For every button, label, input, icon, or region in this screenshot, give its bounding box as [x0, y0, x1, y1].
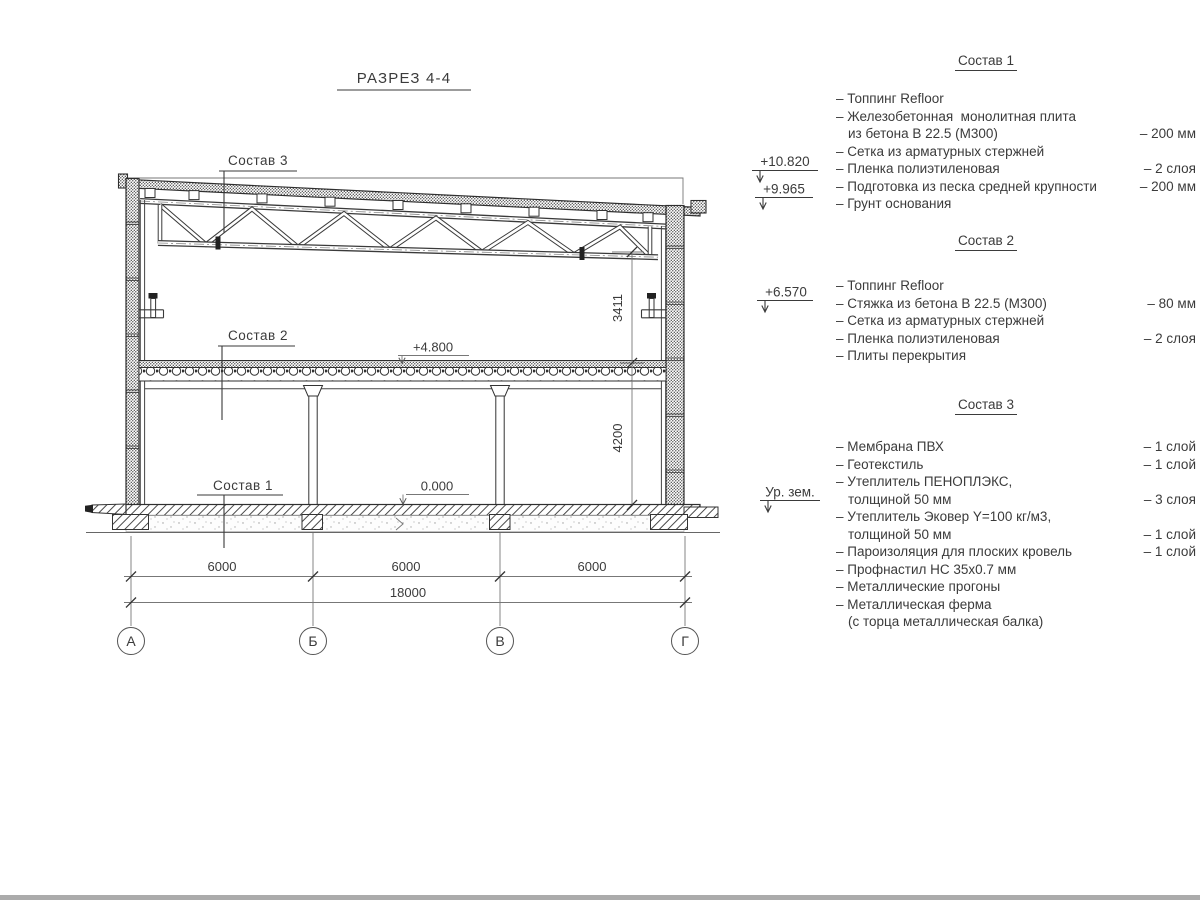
label-comp1: Состав 1	[213, 478, 273, 493]
list-item: – Пленка полиэтиленовая – 2 слоя	[836, 161, 1196, 176]
floor-slab	[139, 361, 666, 389]
list-item: – Плиты перекрытия	[836, 348, 967, 363]
elevation-mark-9965	[755, 182, 813, 210]
composition-3-heading-text: Состав 3	[955, 397, 1017, 415]
list-item: – Металлические прогоны	[836, 579, 1001, 594]
elevation-marks	[752, 154, 820, 512]
label-comp2: Состав 2	[228, 328, 288, 343]
dim-height-upper: 3411	[610, 294, 625, 322]
list-item: – Пароизоляция для плоских кровель – 1 слой	[836, 544, 1196, 559]
list-item: – Грунт основания	[836, 196, 952, 211]
list-item: – Стяжка из бетона В 22.5 (М300) – 80 мм	[836, 295, 1196, 311]
level-mark-0000	[400, 479, 469, 505]
elevation-ground-text: Ур. зем.	[765, 484, 815, 500]
drawing-title-text: РАЗРЕЗ 4-4	[356, 70, 452, 87]
composition-2-heading-text: Состав 2	[955, 233, 1017, 251]
grid-axes	[118, 628, 699, 655]
axis-a: А	[126, 633, 136, 649]
list-item: толщиной 50 мм – 1 слой	[848, 526, 1196, 542]
chord-splice	[216, 237, 221, 250]
dim-span-2: 6000	[391, 559, 421, 574]
list-item: – Металлическая ферма	[836, 596, 992, 612]
composition-1-list	[836, 90, 1196, 213]
list-item: (с торца металлическая балка)	[848, 614, 1044, 629]
composition-1-heading-text: Состав 1	[955, 53, 1017, 71]
list-item: – Геотекстиль – 1 слой	[836, 456, 1196, 472]
list-item: – Топпинг Refloor	[836, 278, 944, 293]
chord-splice	[580, 247, 585, 260]
elevation-6570-text: +6.570	[765, 284, 807, 300]
list-item: толщиной 50 мм – 3 слоя	[848, 491, 1196, 507]
composition-1-heading	[836, 53, 1136, 68]
list-item: – Пленка полиэтиленовая – 2 слоя	[836, 330, 1196, 346]
label-comp3: Состав 3	[228, 153, 288, 168]
dim-height-lower: 4200	[610, 423, 625, 453]
ground-slab	[85, 504, 720, 533]
dim-span-3: 6000	[577, 559, 607, 574]
composition-2-list	[836, 277, 1196, 365]
composition-3-heading	[836, 397, 1136, 412]
list-item: – Сетка из арматурных стержней	[836, 313, 1045, 328]
elevation-10820-text: +10.820	[760, 154, 810, 169]
left-wall	[126, 179, 145, 516]
horizontal-dimensions	[124, 533, 692, 626]
list-item: – Подготовка из песка средней крупности – 200 мм	[836, 178, 1196, 194]
list-item: из бетона В 22.5 (М300) – 200 мм	[848, 126, 1196, 141]
list-item: – Утеплитель Эковер Y=100 кг/м3,	[836, 509, 1052, 524]
dim-span-1: 6000	[207, 559, 237, 574]
crane-console-right	[642, 293, 667, 318]
level-mark-4800	[398, 340, 469, 364]
list-item: – Железобетонная монолитная плита	[836, 108, 1077, 124]
elevation-9965-text: +9.965	[763, 181, 805, 197]
elevation-mark-6570	[757, 285, 813, 313]
elevation-mark-ground	[760, 485, 820, 513]
drawing-title	[337, 70, 471, 90]
list-item: – Топпинг Refloor	[836, 91, 944, 106]
elevation-mark-10820	[752, 154, 818, 182]
roof-right-endplate	[691, 201, 706, 214]
window-bottom-edge	[0, 895, 1200, 900]
dim-total: 18000	[389, 585, 427, 600]
axis-v: В	[495, 633, 505, 649]
level-4800-text: +4.800	[412, 339, 454, 355]
composition-2-heading	[836, 233, 1136, 248]
list-item: – Утеплитель ПЕНОПЛЭКС,	[836, 474, 1013, 489]
level-0000-text: 0.000	[420, 478, 454, 494]
crane-console-left	[139, 293, 164, 318]
list-item: – Сетка из арматурных стержней	[836, 143, 1045, 159]
composition-3-list	[836, 438, 1196, 631]
list-item: – Профнастил НС 35х0.7 мм	[836, 561, 1017, 577]
axis-b: Б	[308, 633, 318, 649]
list-item: – Мембрана ПВХ – 1 слой	[836, 439, 1196, 454]
axis-g: Г	[681, 633, 689, 649]
